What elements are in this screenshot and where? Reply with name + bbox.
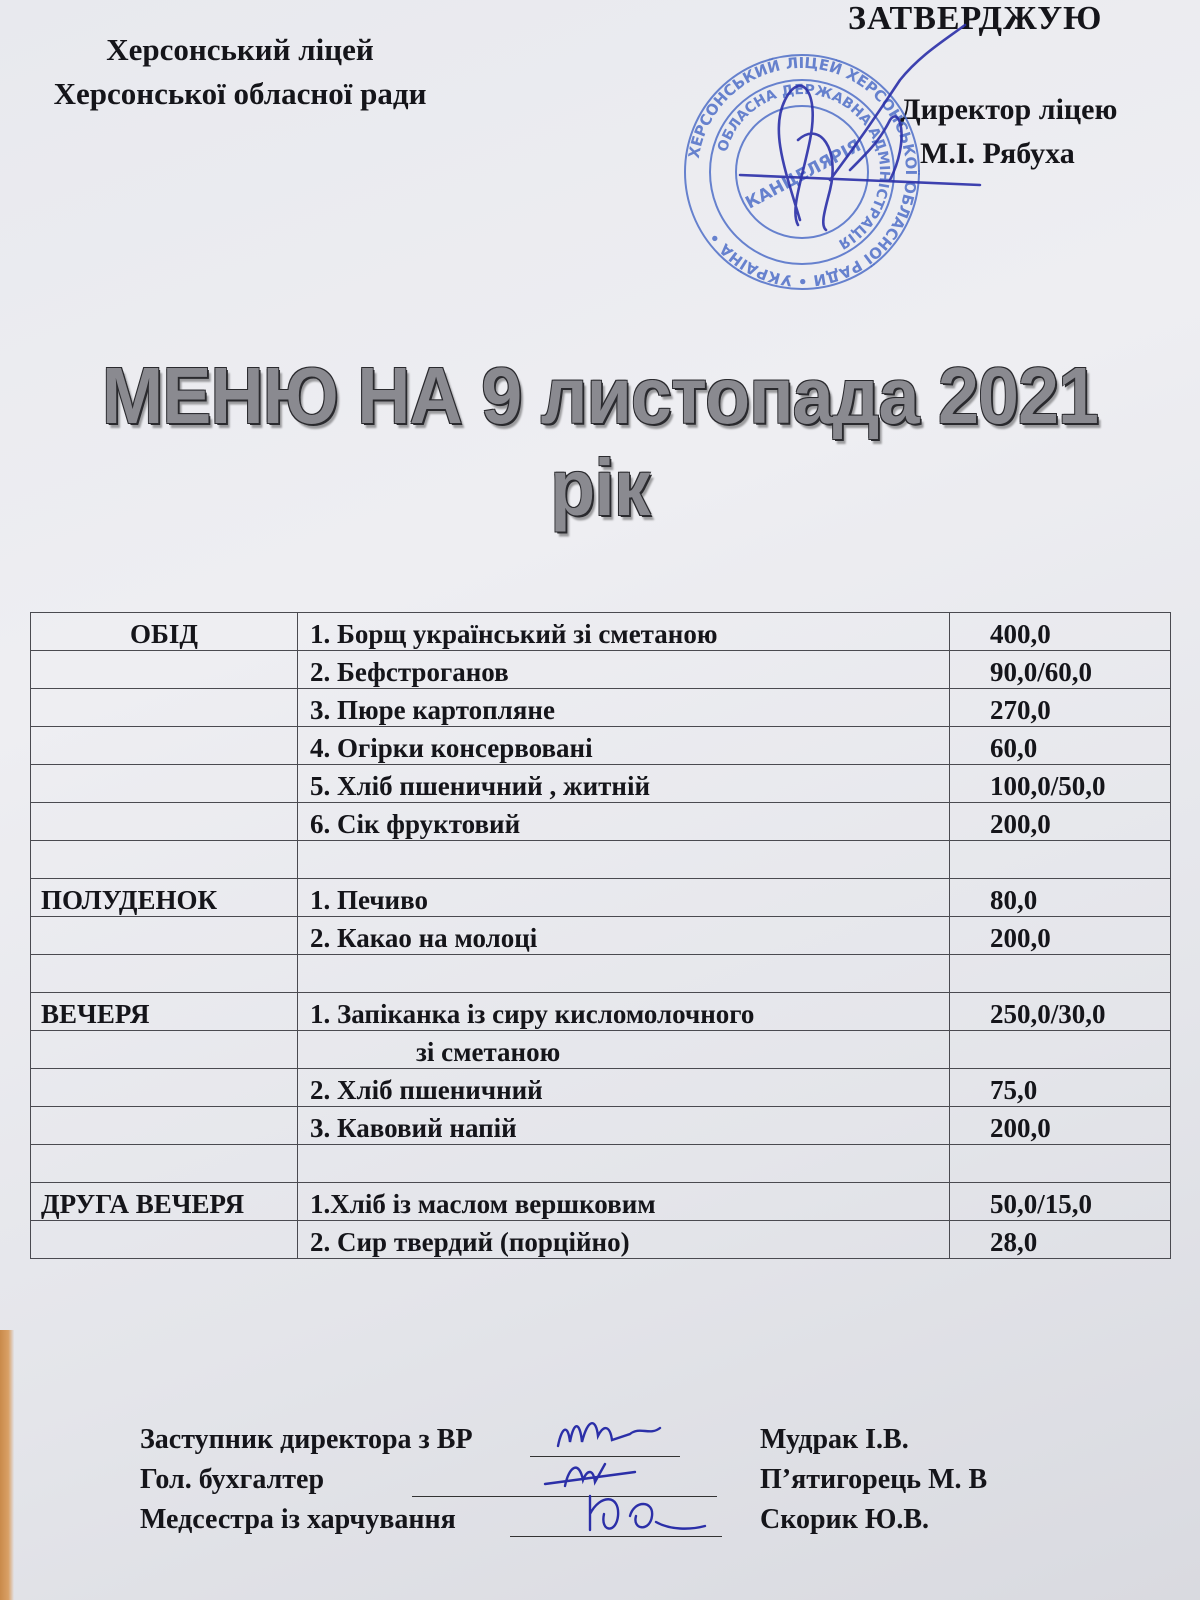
- org-line-2: Херсонської обласної ради: [53, 76, 427, 111]
- meal-cell: [31, 1069, 298, 1107]
- meal-cell: [31, 955, 298, 993]
- meal-cell: [31, 1221, 298, 1259]
- menu-row: [31, 613, 1171, 651]
- dish-cell: 2. Хліб пшеничний: [298, 1069, 950, 1107]
- dish-cell: 3. Кавовий напій: [298, 1107, 950, 1145]
- dish-cell: 3. Пюре картопляне: [298, 689, 950, 727]
- paper-edge: [0, 1330, 14, 1600]
- director-name: М.І. Рябуха: [920, 137, 1075, 170]
- menu-row: [31, 1069, 1171, 1107]
- dish-cell: [298, 1145, 950, 1183]
- amount-cell: 400,0: [950, 613, 1171, 651]
- menu-table-body: [31, 613, 1171, 1259]
- dish-cell: 1.Хліб із маслом вершковим: [298, 1183, 950, 1221]
- meal-cell: [31, 803, 298, 841]
- menu-table: [30, 612, 1171, 1259]
- meal-cell: ВЕЧЕРЯ: [31, 993, 298, 1031]
- dish-cell: 2. Сир твердий (порційно): [298, 1221, 950, 1259]
- signature-role: Заступник директора з ВР: [140, 1424, 473, 1455]
- director-title: Директор ліцею: [900, 93, 1118, 126]
- handwritten-signature: [570, 1486, 720, 1542]
- dish-cell: 2. Какао на молоці: [298, 917, 950, 955]
- org-line-1: Херсонський ліцей: [106, 32, 374, 67]
- dish-cell: [298, 841, 950, 879]
- menu-row: [31, 841, 1171, 879]
- menu-row: [31, 1183, 1171, 1221]
- signatures-block: [140, 1420, 1040, 1540]
- meal-cell: [31, 841, 298, 879]
- dish-cell: 2. Бефстроганов: [298, 651, 950, 689]
- signature-name: П’ятигорець М. В: [760, 1464, 988, 1495]
- stamp-inner-text: ОБЛАСНА ДЕРЖАВНА АДМІНІСТРАЦІЯ: [714, 81, 893, 252]
- amount-cell: 80,0: [950, 879, 1171, 917]
- menu-row: [31, 993, 1171, 1031]
- dish-cell: [298, 955, 950, 993]
- meal-cell: [31, 1031, 298, 1069]
- signature-name: Мудрак І.В.: [760, 1424, 909, 1455]
- signature-role: Медсестра із харчування: [140, 1504, 456, 1535]
- stamp-outer-text: ХЕРСОНСЬКИЙ ЛІЦЕЙ ХЕРСОНСЬКОЇ ОБЛАСНОЇ РАДИ • УКРАЇНА •: [684, 53, 921, 291]
- menu-row: [31, 727, 1171, 765]
- dish-cell: зі сметаною: [298, 1031, 950, 1069]
- meal-cell: [31, 689, 298, 727]
- amount-cell: 250,0/30,0: [950, 993, 1171, 1031]
- amount-cell: 270,0: [950, 689, 1171, 727]
- amount-cell: 28,0: [950, 1221, 1171, 1259]
- amount-cell: 75,0: [950, 1069, 1171, 1107]
- amount-cell: 200,0: [950, 803, 1171, 841]
- meal-cell: ПОЛУДЕНОК: [31, 879, 298, 917]
- stamp-center-text: КАНЦЕЛЯРІЯ: [742, 135, 865, 214]
- dish-cell: 1. Борщ український зі сметаною: [298, 613, 950, 651]
- meal-cell: [31, 917, 298, 955]
- dish-cell: 6. Сік фруктовий: [298, 803, 950, 841]
- amount-cell: 50,0/15,0: [950, 1183, 1171, 1221]
- menu-row: [31, 917, 1171, 955]
- meal-cell: ДРУГА ВЕЧЕРЯ: [31, 1183, 298, 1221]
- amount-cell: 200,0: [950, 1107, 1171, 1145]
- menu-row: [31, 1145, 1171, 1183]
- menu-row: [31, 689, 1171, 727]
- menu-row: [31, 1221, 1171, 1259]
- signature-row: [140, 1500, 1040, 1540]
- menu-title: МЕНЮ НА 9 листопада 2021 рік: [101, 351, 1099, 532]
- menu-row: [31, 1107, 1171, 1145]
- signature-name: Скорик Ю.В.: [760, 1504, 930, 1535]
- amount-cell: 100,0/50,0: [950, 765, 1171, 803]
- meal-cell: ОБІД: [31, 613, 298, 651]
- dish-cell: 4. Огірки консервовані: [298, 727, 950, 765]
- amount-cell: [950, 841, 1171, 879]
- meal-cell: [31, 651, 298, 689]
- menu-row: [31, 1031, 1171, 1069]
- meal-cell: [31, 727, 298, 765]
- amount-cell: [950, 1031, 1171, 1069]
- director-signature: [730, 20, 990, 250]
- meal-cell: [31, 765, 298, 803]
- menu-row: [31, 955, 1171, 993]
- menu-row: [31, 879, 1171, 917]
- amount-cell: 200,0: [950, 917, 1171, 955]
- amount-cell: 90,0/60,0: [950, 651, 1171, 689]
- meal-cell: [31, 1145, 298, 1183]
- organization-name: [0, 28, 480, 116]
- dish-cell: 1. Печиво: [298, 879, 950, 917]
- dish-cell: 5. Хліб пшеничний , житній: [298, 765, 950, 803]
- meal-cell: [31, 1107, 298, 1145]
- menu-row: [31, 765, 1171, 803]
- amount-cell: 60,0: [950, 727, 1171, 765]
- signature-role: Гол. бухгалтер: [140, 1464, 325, 1495]
- menu-row: [31, 803, 1171, 841]
- menu-row: [31, 651, 1171, 689]
- amount-cell: [950, 1145, 1171, 1183]
- approve-heading: ЗАТВЕРДЖУЮ: [848, 0, 1103, 37]
- dish-cell: 1. Запіканка із сиру кисломолочного: [298, 993, 950, 1031]
- amount-cell: [950, 955, 1171, 993]
